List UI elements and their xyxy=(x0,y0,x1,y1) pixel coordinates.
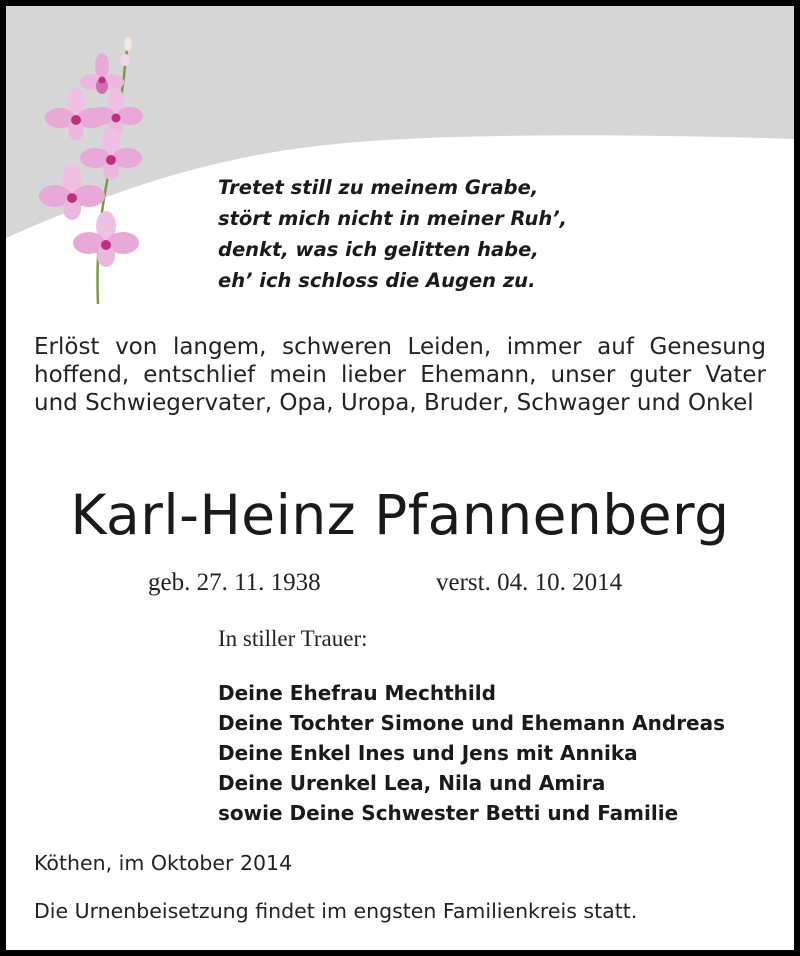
deceased-name: Karl-Heinz Pfannenberg xyxy=(70,483,730,547)
poem-line: eh’ ich schloss die Augen zu. xyxy=(218,269,536,292)
intro-text: Erlöst von langem, schweren Leiden, immer auf Genesung hoffend, entschlief mein lieber Ehemann, unser guter Vater und Schwiegervater, Opa, Uropa, Bruder, Schwager und Onkel xyxy=(34,334,766,416)
mourner-line: Deine Enkel Ines und Jens mit Annika xyxy=(218,741,638,765)
orchid-icon xyxy=(36,36,146,306)
mourners-list xyxy=(218,678,725,828)
mourner-line: Deine Urenkel Lea, Nila und Amira xyxy=(218,771,606,795)
poem xyxy=(218,172,567,296)
mourning-heading: In stiller Trauer: xyxy=(218,626,368,651)
poem-line: Tretet still zu meinem Grabe, xyxy=(218,176,539,199)
place-date: Köthen, im Oktober 2014 xyxy=(34,851,293,875)
mourner-line: sowie Deine Schwester Betti und Familie xyxy=(218,801,679,825)
mourner-line: Deine Tochter Simone und Ehemann Andreas xyxy=(218,711,726,735)
poem-line: denkt, was ich gelitten habe, xyxy=(218,238,539,261)
birth-date: geb. 27. 11. 1938 xyxy=(148,569,321,596)
burial-notice: Die Urnenbeisetzung findet im engsten Familienkreis statt. xyxy=(34,899,638,923)
poem-line: stört mich nicht in meiner Ruh’, xyxy=(218,207,568,230)
obituary-card xyxy=(6,6,794,950)
death-date: verst. 04. 10. 2014 xyxy=(436,569,623,596)
mourner-line: Deine Ehefrau Mechthild xyxy=(218,681,496,705)
